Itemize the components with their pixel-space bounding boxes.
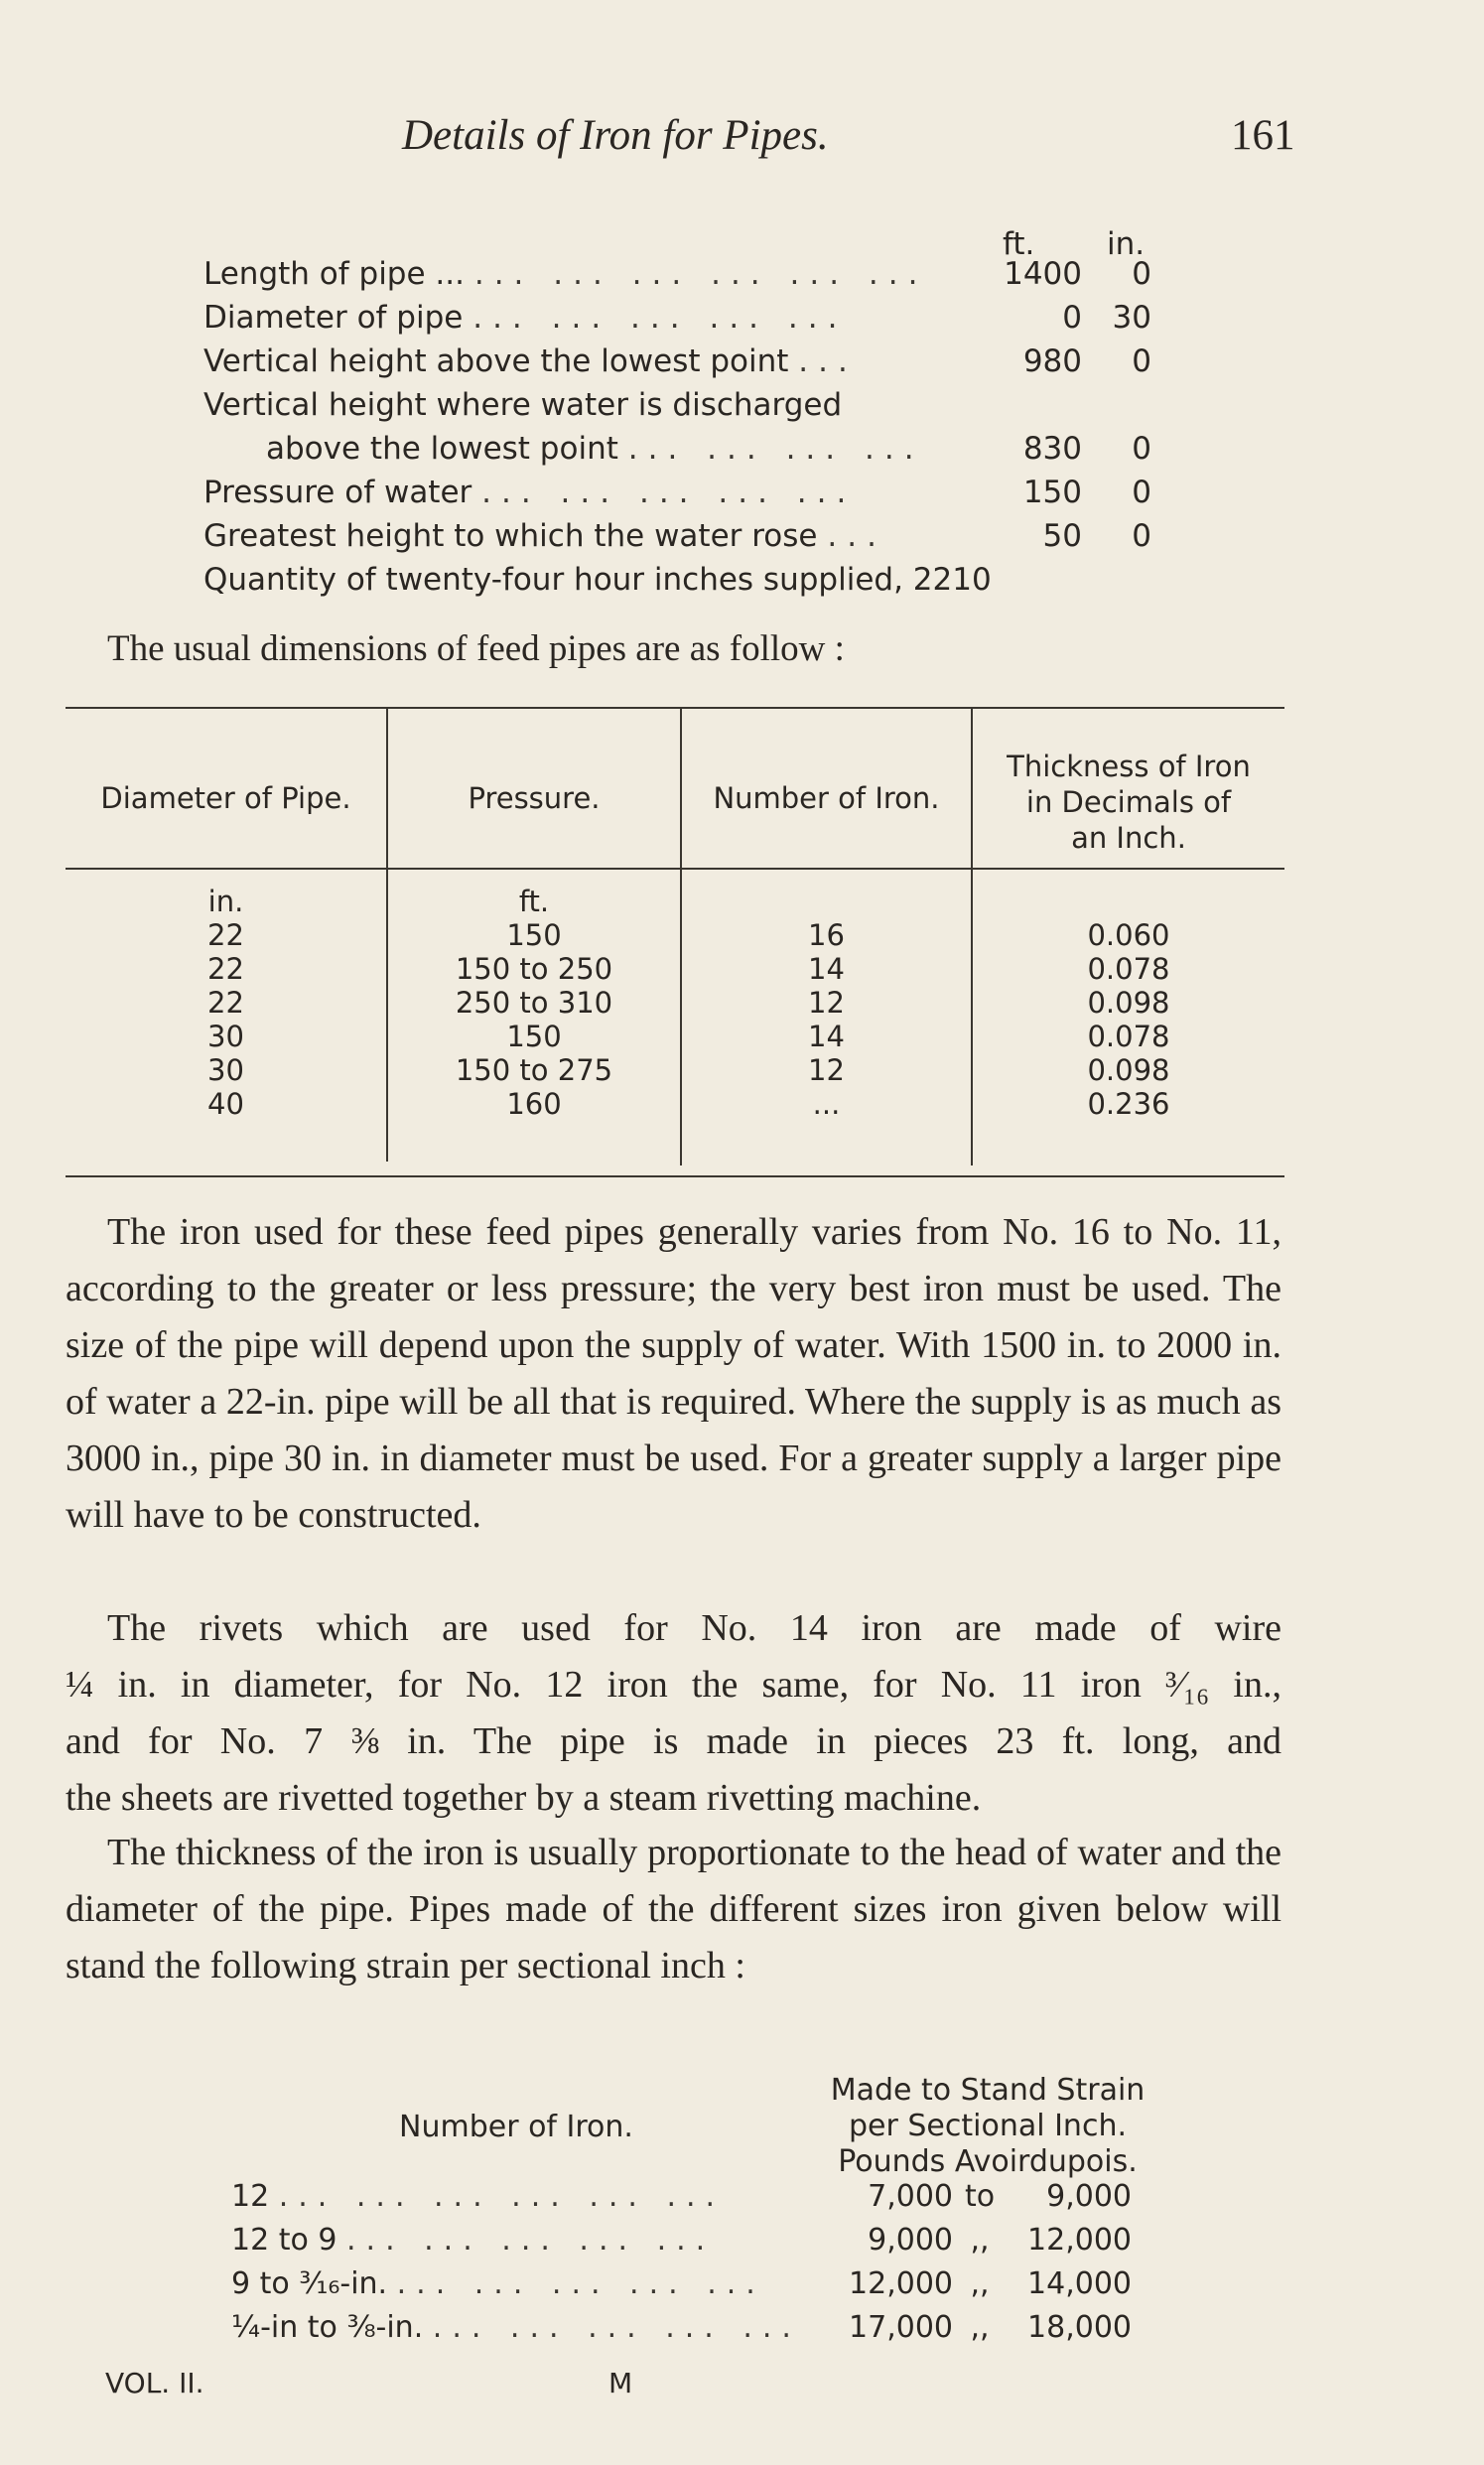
- spec-in: 0: [1132, 518, 1151, 554]
- spec-label: Pressure of water: [203, 475, 472, 510]
- spec-in: 0: [1132, 431, 1151, 467]
- header-iron: Number of Iron.: [713, 781, 940, 815]
- header-diameter: Diameter of Pipe.: [100, 781, 351, 815]
- leader-dots: ... ... ... ... ...: [481, 475, 857, 510]
- leader-dots: ...: [798, 343, 858, 379]
- header-number-of-iron: Number of Iron.: [399, 2110, 633, 2144]
- leader-dots: ... ... ... ... ...: [396, 2266, 765, 2301]
- paragraph-rivets: The rivets which are used for No. 14 iron are made of wire ¼ in. in diameter, for No. 12 iron the same, for No. 11 iron ³⁄₁₆ in., and for No. 7 ⅜ in. The pipe is made in pieces 23 ft. long, and the sheets are rivetted together by a steam rivetting machine.: [66, 1607, 1282, 1819]
- leader-dots: ... ... ... ... ...: [346, 2223, 716, 2258]
- spec-ft: 150: [1022, 475, 1082, 510]
- spec-label: above the lowest point: [266, 431, 618, 467]
- quantity-line: Quantity of twenty-four hour inches supplied, 2210: [203, 562, 992, 598]
- leader-dots: ... ... ... ... ... ...: [278, 2179, 726, 2214]
- spec-label: Vertical height above the lowest point: [203, 343, 789, 379]
- spec-in: 0: [1132, 475, 1151, 510]
- unit-pressure: ft.: [518, 885, 550, 918]
- table-intro: The usual dimensions of feed pipes are as follow :: [107, 628, 845, 669]
- spec-in: 0: [1132, 343, 1151, 379]
- leader-dots: ... ... ... ... ...: [432, 2310, 801, 2345]
- page-number: 161: [1231, 112, 1295, 159]
- spec-label: Diameter of pipe: [203, 300, 464, 336]
- spec-ft: 1400: [1004, 256, 1082, 292]
- spec-label: Greatest height to which the water rose: [203, 518, 818, 554]
- spec-in: 30: [1112, 300, 1151, 336]
- spec-in: 0: [1132, 256, 1151, 292]
- header-strain: Made to Stand Strain per Sectional Inch. Pounds Avoirdupois.: [830, 2073, 1146, 2179]
- spec-ft: 980: [1022, 343, 1082, 379]
- table-header-rule: [66, 868, 1284, 870]
- unit-ft-label: ft.: [1003, 226, 1035, 262]
- leader-dots: ... ... ... ...: [627, 431, 924, 467]
- spec-ft: 0: [1062, 300, 1082, 336]
- paragraph-thickness: The thickness of the iron is usually proportionate to the head of water and the diameter of the pipe. Pipes made of the different sizes iron given below will stand the following strain per sectional inch :: [66, 1832, 1282, 1986]
- header-pressure: Pressure.: [468, 781, 601, 815]
- spec-ft: 50: [1042, 518, 1082, 554]
- unit-diameter: in.: [207, 885, 244, 918]
- spec-label: Vertical height where water is discharged: [203, 387, 843, 423]
- table-bottom-rule: [66, 1175, 1284, 1177]
- table-top-rule: [66, 707, 1284, 709]
- header-thickness: Thickness of Iron in Decimals of an Inch.: [1007, 750, 1251, 855]
- leader-dots: ... ... ... ... ...: [472, 300, 848, 336]
- spec-ft: 830: [1022, 431, 1082, 467]
- signature-mark: M: [608, 2367, 633, 2399]
- paragraph-iron-usage: The iron used for these feed pipes generally varies from No. 16 to No. 11, according to the greater or less pressure; the very best iron must be used. The size of the pipe will depend upon the supply of water. With 1500 in. to 2000 in. of water a 22-in. pipe will be all that is required. Where the supply is as much as 3000 in., pipe 30 in. in diameter must be used. For a greater supply a larger pipe will have to be constructed.: [66, 1211, 1282, 1536]
- spec-label: Length of pipe ...: [203, 256, 465, 292]
- leader-dots: ... ... ... ... ... ...: [473, 256, 928, 292]
- unit-in-label: in.: [1107, 226, 1146, 262]
- volume-label: VOL. II.: [105, 2367, 204, 2399]
- leader-dots: ...: [827, 518, 886, 554]
- running-title: Details of Iron for Pipes.: [402, 112, 829, 159]
